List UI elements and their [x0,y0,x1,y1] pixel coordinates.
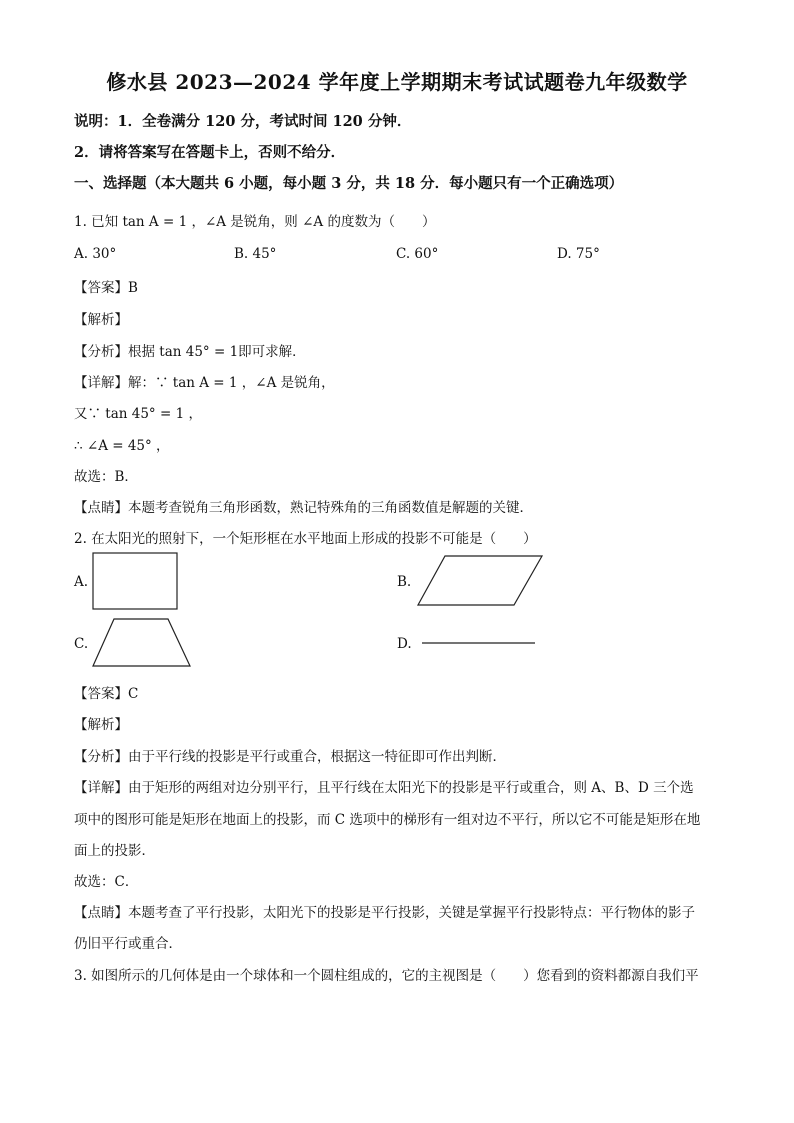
q1-option-a: A. 30° [74,246,117,262]
page-title: 修水县 2023—2024 学年度上学期期末考试试题卷九年级数学 [106,70,688,94]
q2-dianjing-line-1: 【点睛】本题考查了平行投影，太阳光下的投影是平行投影，关键是掌握平行投影特点：平行物体的影子 [74,905,695,921]
q2-option-b-label: B. [397,574,412,590]
q1-step-2: 又∵ tan 45° = 1 ， [74,406,202,422]
q2-fenxi: 【分析】由于平行线的投影是平行或重合，根据这一特征即可作出判断． [74,749,506,765]
q1-answer: 【答案】B [74,280,138,296]
q1-analysis-heading: 【解析】 [74,312,128,328]
q2-option-a-rectangle [92,552,178,610]
q2-option-c-label: C. [74,636,89,652]
q2-option-a-label: A. [74,574,89,590]
q2-detail-line-1: 【详解】由于矩形的两组对边分别平行，且平行线在太阳光下的投影是平行或重合，则 A、B、D 三个选 [74,780,694,796]
q2-stem: 2. 在太阳光的照射下，一个矩形框在水平地面上形成的投影不可能是（ ） [74,531,537,547]
q1-option-c: C. 60° [396,246,439,262]
q2-answer: 【答案】C [74,686,139,702]
q2-option-d-segment [422,641,536,645]
q2-option-b-parallelogram [417,555,543,607]
q1-choice: 故选：B． [74,469,138,485]
q2-analysis-heading: 【解析】 [74,717,128,733]
q1-fenxi: 【分析】根据 tan 45° = 1即可求解． [74,344,306,360]
q1-stem: 1. 已知 tan A = 1 ，∠A 是锐角，则 ∠A 的度数为（ ） [74,214,436,230]
q2-detail-line-3: 面上的投影． [74,843,155,859]
q1-step-3: ∴ ∠A = 45° ， [74,438,170,454]
q2-detail-line-2: 项中的图形可能是矩形在地面上的投影，而 C 选项中的梯形有一组对边不平行，所以它不可能是矩形在地 [74,812,701,828]
q1-option-b: B. 45° [234,246,277,262]
q2-choice: 故选：C． [74,874,139,890]
notes-line-1: 说明：1．全卷满分 120 分，考试时间 120 分钟． [74,113,412,130]
section-heading-choice: 一、选择题（本大题共 6 小题，每小题 3 分，共 18 分．每小题只有一个正确选项） [74,175,624,192]
q2-option-d-label: D. [397,636,412,652]
q2-option-c-trapezoid [92,618,192,668]
q3-stem: 3. 如图所示的几何体是由一个球体和一个圆柱组成的，它的主视图是（ ）您看到的资料都源自我们平 [74,968,699,984]
q1-option-d: D. 75° [557,246,600,262]
notes-line-2: 2．请将答案写在答题卡上，否则不给分． [74,144,346,161]
q1-dianjing: 【点睛】本题考查锐角三角形函数，熟记特殊角的三角函数值是解题的关键． [74,500,533,516]
q2-dianjing-line-2: 仍旧平行或重合． [74,936,182,952]
q1-detail: 【详解】解：∵ tan A = 1 ，∠A 是锐角， [74,375,335,391]
